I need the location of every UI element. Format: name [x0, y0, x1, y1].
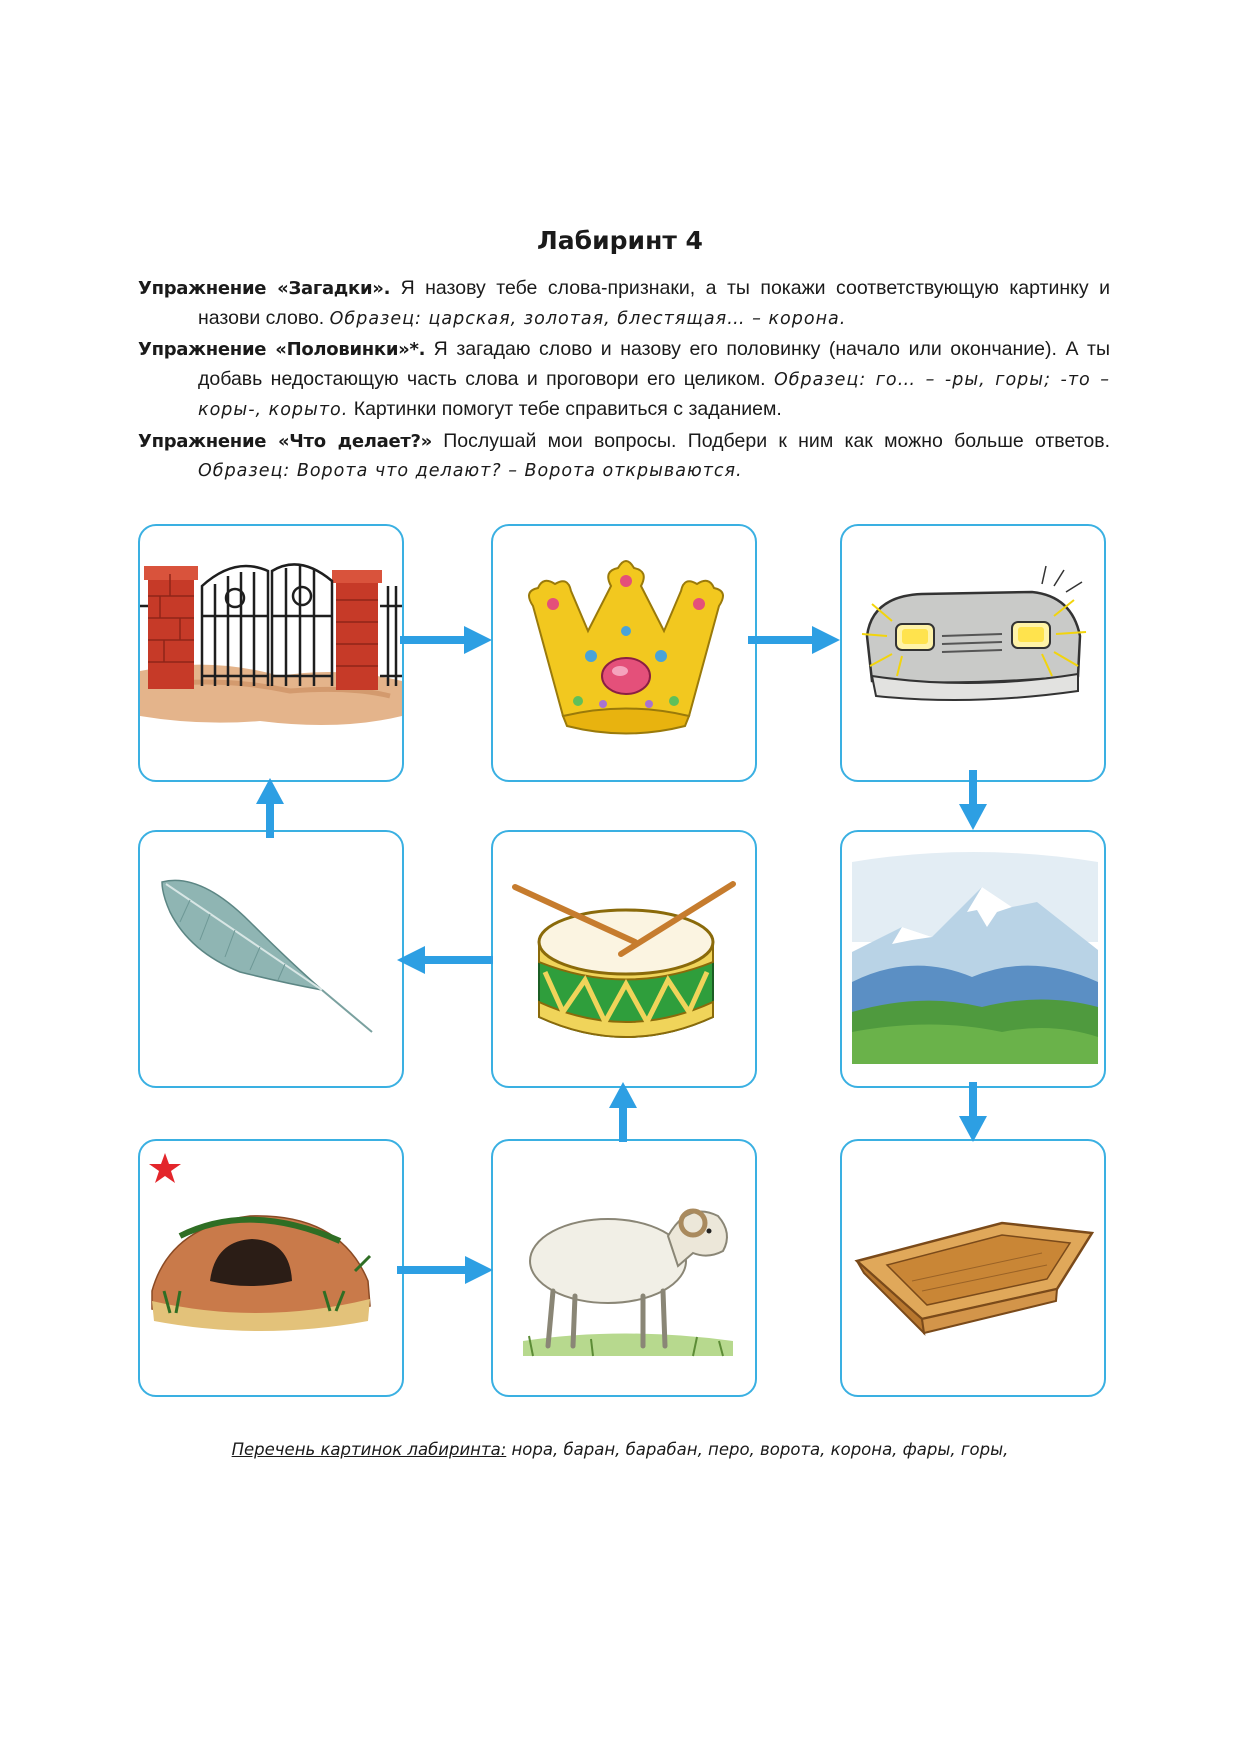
exercise-riddles [138, 274, 1110, 334]
cell-crown[interactable] [491, 524, 757, 782]
exercise-what-does [138, 427, 1110, 487]
arrow-down-icon [955, 768, 991, 832]
cell-headlights[interactable] [840, 524, 1106, 782]
mountains-picture [842, 832, 1106, 1088]
cell-drum[interactable] [491, 830, 757, 1088]
exercise-sample: Образец: го… – -ры, горы; -то – коры-, корыто. [198, 369, 1110, 420]
exercise-text: Я назову тебе слова-признаки, а ты покажи соответствующую картинку и назови слово. [198, 277, 1110, 329]
arrow-up-icon [605, 1080, 641, 1144]
exercise-title: Упражнение «Половинки»*. [138, 339, 426, 360]
crown-picture [493, 526, 757, 782]
exercise-sample: Образец: Ворота что делают? – Ворота открываются. [198, 461, 743, 481]
picture-list [0, 1440, 1240, 1459]
burrow-picture [140, 1141, 404, 1397]
exercise-title: Упражнение «Загадки». [138, 278, 391, 299]
exercise-list [138, 274, 1110, 488]
arrow-right-icon [395, 1252, 495, 1288]
arrow-up-icon [252, 776, 288, 840]
exercise-sample: Образец: царская, золотая, блестящая… – корона. [329, 308, 847, 329]
feather-picture [140, 832, 404, 1088]
cell-gate[interactable] [138, 524, 404, 782]
arrow-down-icon [955, 1080, 991, 1144]
ram-picture [493, 1141, 757, 1397]
cell-trough[interactable] [840, 1139, 1106, 1397]
arrow-left-icon [395, 942, 495, 978]
cell-feather[interactable] [138, 830, 404, 1088]
gate-picture [140, 526, 404, 782]
exercise-text: Послушай мои вопросы. Подбери к ним как можно больше ответов. [431, 429, 1110, 452]
picture-list-items: нора, баран, барабан, перо, ворота, корона, фары, горы, [506, 1440, 1009, 1459]
headlights-picture [842, 526, 1106, 782]
exercise-halves [138, 335, 1110, 426]
arrow-right-icon [746, 622, 842, 658]
exercise-title: Упражнение «Что делает?» [138, 430, 432, 452]
start-star-icon [149, 1153, 181, 1183]
exercise-text: Я загадаю слово и назову его половинку (начало или окончание). А ты добавь недостающую часть слова и проговори его целиком. [198, 338, 1110, 390]
cell-burrow[interactable] [138, 1139, 404, 1397]
arrow-right-icon [398, 622, 494, 658]
cell-mountains[interactable] [840, 830, 1106, 1088]
exercise-text-after: Картинки помогут тебе справиться с заданием. [348, 398, 782, 420]
drum-picture [493, 832, 757, 1088]
picture-list-label: Перечень картинок лабиринта: [231, 1440, 507, 1459]
cell-ram[interactable] [491, 1139, 757, 1397]
trough-picture [842, 1141, 1106, 1397]
page-title: Лабиринт 4 [537, 226, 703, 255]
